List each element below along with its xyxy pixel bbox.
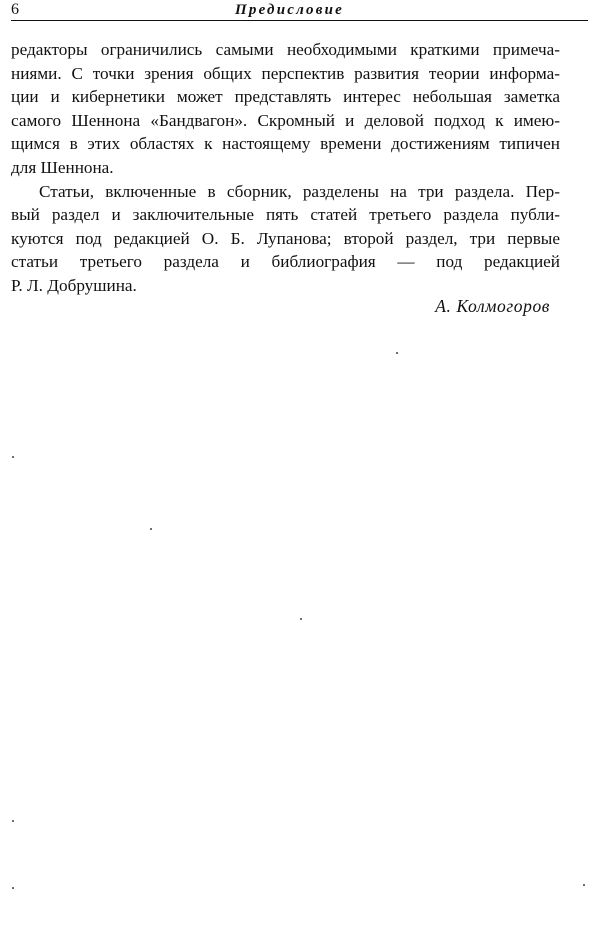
text-line: ниями. С точки зрения общих перспектив развития теории информа- — [11, 63, 560, 83]
author-signature: А. Колмогоров — [435, 296, 550, 316]
body-text — [11, 38, 560, 298]
text-line: щимся в этих областях к настоящему времени достижениям типичен — [11, 134, 560, 154]
scan-speck — [300, 618, 302, 620]
text-line: для Шеннона. — [11, 157, 114, 177]
scan-speck — [12, 887, 14, 889]
text-line: вый раздел и заключительные пять статей третьего раздела публи- — [11, 205, 560, 225]
text-line: Статьи, включенные в сборник, разделены на три раздела. Пер- — [39, 181, 560, 201]
running-head — [11, 0, 588, 22]
scan-speck — [150, 528, 152, 530]
text-line: куются под редакцией О. Б. Лупанова; второй раздел, три первые — [11, 228, 560, 248]
text-line: ции и кибернетики может представлять интерес небольшая заметка — [11, 87, 560, 107]
scan-speck — [12, 820, 14, 822]
paragraph-1 — [11, 38, 560, 180]
scan-speck — [12, 456, 14, 458]
text-line: статьи третьего раздела и библиография — под редакцией — [11, 252, 560, 272]
section-title: Предисловие — [235, 2, 344, 18]
page-number: 6 — [11, 1, 19, 18]
text-line: редакторы ограничились самыми необходимыми краткими примеча- — [11, 40, 560, 59]
text-line: Р. Л. Добрушина. — [11, 275, 137, 295]
header-rule — [11, 20, 588, 21]
text-line: самого Шеннона «Бандвагон». Скромный и деловой подход к имею- — [11, 110, 560, 130]
scan-speck — [396, 352, 398, 354]
scan-speck — [583, 884, 585, 886]
paragraph-2 — [11, 180, 560, 298]
